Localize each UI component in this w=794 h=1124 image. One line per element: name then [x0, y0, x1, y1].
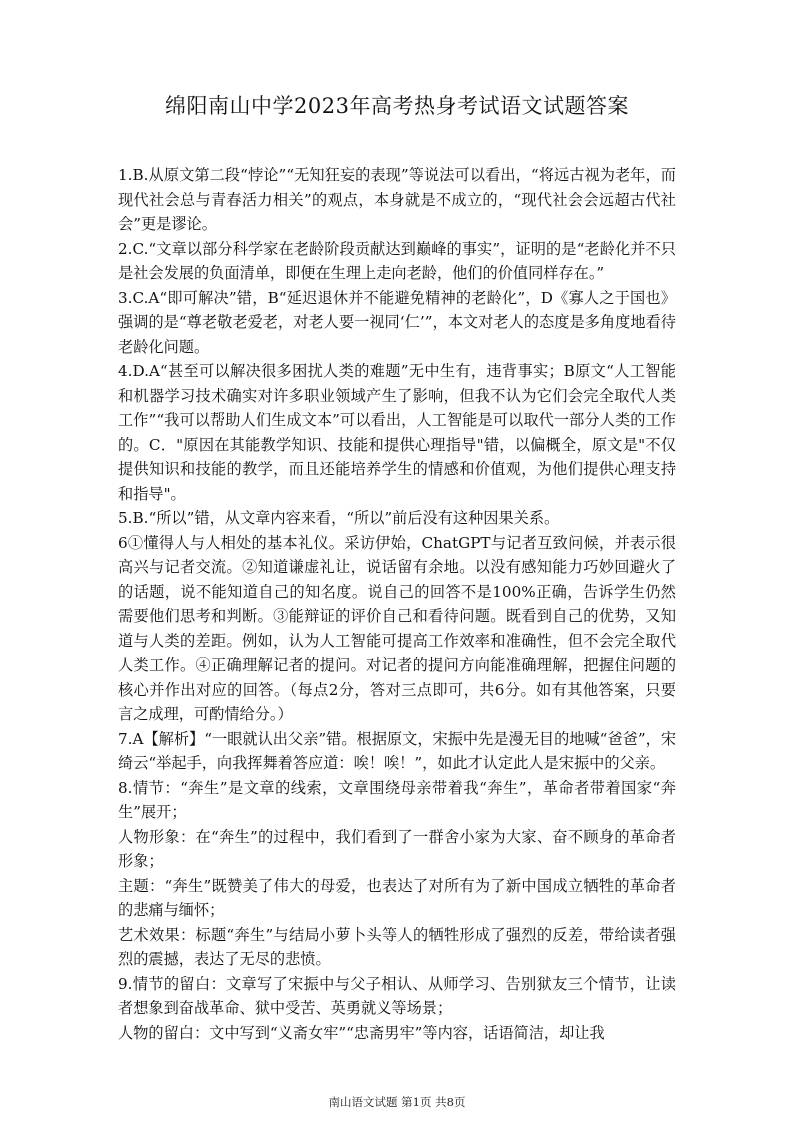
answer-paragraph: 9.情节的留白：文章写了宋振中与父子相认、从师学习、告别狱友三个情节，让读者想象到奋战革命、狱中受苦、英勇就义等场景；: [118, 974, 676, 1017]
answer-paragraph: 主题：“奔生”既赞美了伟大的母爱，也表达了对所有为了新中国成立牺牲的革命者的悲痛与缅怀；: [118, 876, 676, 919]
answer-paragraph: 5.B.“所以”错，从文章内容来看，“所以”前后没有这种因果关系。: [118, 509, 560, 527]
answer-paragraph: 人物形象：在“奔生”的过程中，我们看到了一群舍小家为大家、奋不顾身的革命者形象；: [118, 827, 676, 870]
answer-paragraph: 1.B.从原文第二段“悖论”“无知狂妄的表现”等说法可以看出，“将远古视为老年，而现代社会总与青春活力相关”的观点，本身就是不成立的，“现代社会会远超古代社会”更是谬论。: [118, 166, 676, 233]
answer-body: [118, 163, 676, 1045]
page-title: 绵阳南山中学2023年高考热身考试语文试题答案: [165, 94, 629, 118]
answer-paragraph: 人物的留白：文中写到“义斋女牢”“忠斋男牢”等内容，话语简洁，却让我: [118, 1023, 605, 1042]
answer-paragraph: 艺术效果：标题“奔生”与结局小萝卜头等人的牺牲形成了强烈的反差，带给读者强烈的震撼，表达了无尽的悲愤。: [118, 925, 676, 968]
answer-paragraph: 8.情节：“奔生”是文章的线索，文章围绕母亲带着我“奔生”，革命者带着国家“奔生”展开；: [118, 778, 676, 821]
answer-paragraph: 2.C.“文章以部分科学家在老龄阶段贡献达到巅峰的事实”，证明的是“老龄化并不只是社会发展的负面清单，即便在生理上走向老龄，他们的价值同样存在。”: [118, 239, 676, 282]
answer-paragraph: 3.C.A“即可解决”错，B“延迟退休并不能避免精神的老龄化”，D《寡人之于国也》强调的是“尊老敬老爱老，对老人要一视同‘仁’”，本文对老人的态度是多角度地看待老龄化问题。: [118, 288, 676, 356]
answer-paragraph: 6①懂得人与人相处的基本礼仪。采访伊始，ChatGPT与记者互致问候，并表示很高兴与记者交流。②知道谦虚礼让，说话留有余地。以没有感知能力巧妙回避火了的话题，说不能知道自己的知名度。说自己的回答不是100%正确，告诉学生仍然需要他们思考和判断。③能辩证的评价自己和看待问题。既看到自己的优势，又知道与人类的差距。例如，认为人工智能可提高工作效率和准确性，但不会完全取代人类工作。④正确理解记者的提问。对记者的提问方向能准确理解，把握住问题的核心并作出对应的回答。（每点2分，答对三点即可，共6分。如有其他答案，只要言之成理，可酌情给分。）: [118, 533, 676, 723]
answer-paragraph: 4.D.A“甚至可以解决很多困扰人类的难题”无中生有，违背事实；B原文“人工智能和机器学习技术确实对许多职业领域产生了影响，但我不认为它们会完全取代人类工作”“我可以帮助人们生成文本”可以看出，人工智能是可以取代一部分人类的工作的。C．"原因在其能教学知识、技能和提供心理指导"错，以偏概全，原文是"不仅提供知识和技能的教学，而且还能培养学生的情感和价值观，为他们提供心理支持和指导"。: [118, 362, 676, 503]
page-footer: 南山语文试题 第1页 共8页: [328, 1095, 466, 1109]
answer-paragraph: 7.A【解析】“一眼就认出父亲”错。根据原文，宋振中先是漫无目的地喊“爸爸”，宋绮云“举起手，向我挥舞着答应道：唉！唉！”，如此才认定此人是宋振中的父亲。: [118, 729, 676, 772]
